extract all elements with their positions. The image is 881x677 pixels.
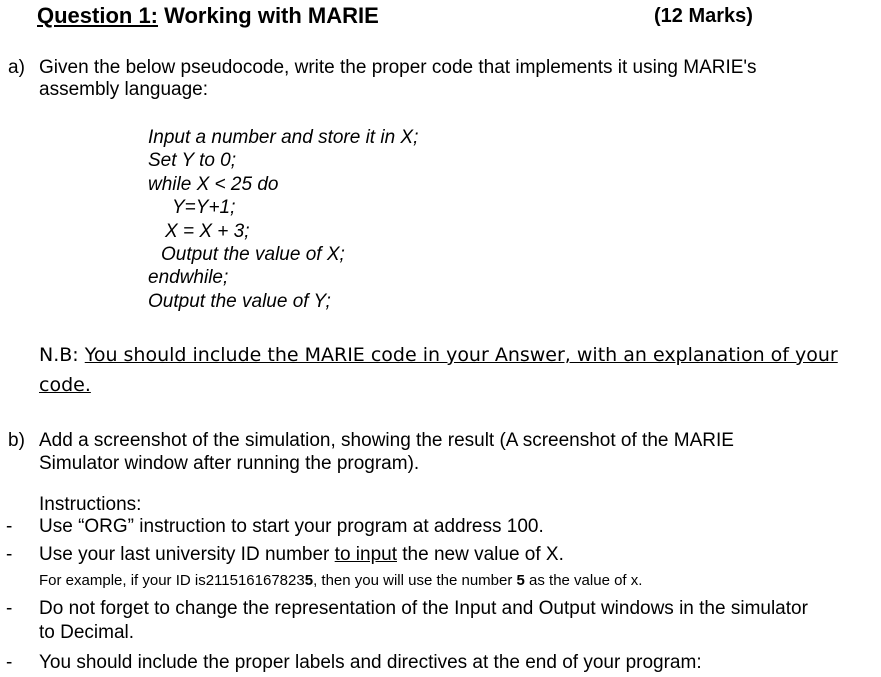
part-b-line-1: Add a screenshot of the simulation, showing the result (A screenshot of the MARIE — [39, 430, 734, 451]
pseudocode-line-1: Input a number and store it in X; — [148, 127, 419, 148]
part-a-line-2: assembly language: — [39, 79, 208, 100]
example-bold-number: 5 — [516, 572, 525, 589]
instructions-heading: Instructions: — [39, 494, 142, 515]
nota-bene-line-2: code. — [39, 374, 91, 396]
question-number: Question 1: — [37, 3, 159, 28]
instruction-org: Use “ORG” instruction to start your program at address 100. — [39, 516, 544, 537]
part-a-line-1: Given the below pseudocode, write the proper code that implements it using MARIE's — [39, 57, 757, 78]
instruction-input-id-pre: Use your last university ID number — [39, 544, 335, 565]
nota-bene-note — [39, 340, 838, 400]
part-a-label: a) — [8, 57, 25, 78]
nota-bene-text: You should include the MARIE code in your Answer, with an explanation of your — [84, 344, 838, 366]
instruction-input-id — [39, 544, 564, 566]
part-b-label: b) — [8, 430, 25, 451]
pseudocode-line-6: Output the value of X; — [161, 244, 345, 265]
pseudocode-line-7: endwhile; — [148, 267, 229, 288]
part-b-line-2: Simulator window after running the program). — [39, 453, 420, 474]
instruction-input-id-underlined: to input — [334, 544, 397, 565]
bullet-dash-4: - — [6, 652, 13, 673]
bullet-dash-3: - — [6, 598, 13, 619]
pseudocode-line-2: Set Y to 0; — [148, 150, 237, 171]
example-pre: For example, if your ID is211516167823 — [39, 572, 305, 589]
instruction-decimal-line-1: Do not forget to change the representation of the Input and Output windows in the simulator — [39, 598, 808, 619]
pseudocode-line-8: Output the value of Y; — [148, 291, 331, 312]
bullet-dash-2: - — [6, 544, 13, 565]
nota-bene-prefix: N.B: — [39, 344, 85, 366]
example-bold-digit: 5 — [304, 572, 314, 589]
pseudocode-line-5: X = X + 3; — [165, 221, 250, 242]
question-title — [37, 3, 379, 29]
example-note — [39, 572, 642, 589]
example-post: as the value of x. — [524, 572, 643, 589]
marks-label: (12 Marks) — [654, 5, 753, 27]
example-mid: , then you will use the number — [313, 572, 517, 589]
pseudocode-line-3: while X < 25 do — [148, 174, 279, 195]
instruction-labels-directives: You should include the proper labels and directives at the end of your program: — [39, 652, 702, 673]
pseudocode-line-4: Y=Y+1; — [172, 197, 236, 218]
question-heading: Working with MARIE — [158, 3, 379, 28]
instruction-decimal-line-2: to Decimal. — [39, 622, 135, 643]
nota-bene-line-1 — [39, 340, 838, 370]
bullet-dash-1: - — [6, 516, 13, 537]
instruction-input-id-post: the new value of X. — [397, 544, 564, 565]
